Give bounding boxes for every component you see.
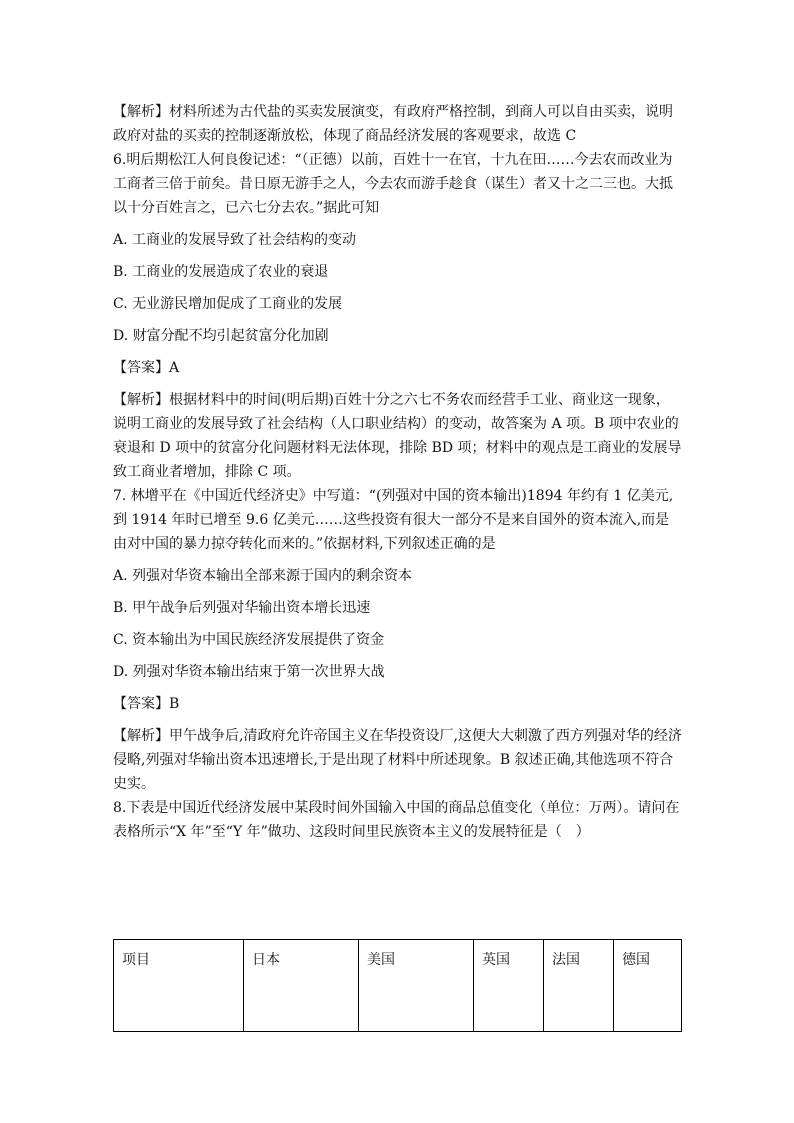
document-body (113, 100, 683, 844)
question-7-stem: 7. 林增平在《中国近代经济史》中写道：“(列强对中国的资本输出)1894 年约有 1 亿美元,到 1914 年时已增至 9.6 亿美元……这些投资有很大一部分不是来自国外的资本流入,而是由对中国的暴力掠夺转化而来的。”依据材料,下列叙述正确的是 (113, 488, 674, 552)
table-header-cell: 美国 (359, 940, 474, 1032)
q6-answer: 【答案】A (113, 360, 180, 376)
q6-option-d: D. 财富分配不均引起贫富分化加剧 (113, 328, 329, 344)
q7-option-a: A. 列强对华资本输出全部来源于国内的剩余资本 (113, 568, 413, 584)
table-header-cell: 英国 (474, 940, 544, 1032)
table-header-cell: 德国 (614, 940, 682, 1032)
q7-option-d: D. 列强对华资本输出结束于第一次世界大战 (113, 664, 385, 680)
q6-option-b: B. 工商业的发展造成了农业的衰退 (113, 264, 329, 280)
analysis-q5: 【解析】材料所述为古代盐的买卖发展演变，有政府严格控制，到商人可以自由买卖，说明政府对盐的买卖的控制逐渐放松，体现了商品经济发展的客观要求，故选 C (113, 104, 673, 144)
q6-option-a: A. 工商业的发展导致了社会结构的变动 (113, 232, 357, 248)
table-header-cell: 法国 (544, 940, 614, 1032)
q7-option-c: C. 资本输出为中国民族经济发展提供了资金 (113, 632, 385, 648)
table-header-cell: 日本 (244, 940, 359, 1032)
q7-analysis: 【解析】甲午战争后,清政府允许帝国主义在华投资设厂,这便大大刺激了西方列强对华的经济侵略,列强对华输出资本迅速增长,于是出现了材料中所述现象。B 叙述正确,其他选项不符合史实。 (113, 728, 682, 792)
q6-analysis: 【解析】根据材料中的时间(明后期)百姓十分之六七不务农而经营手工业、商业这一现象，说明工商业的发展导致了社会结构（人口职业结构）的变动，故答案为 A 项。B 项中农业的衰退和 D 项中的贫富分化问题材料无法体现，排除 BD 项；材料中的观点是工商业的发展导致工商业者增加，排除 C 项。 (113, 392, 682, 480)
q7-option-b: B. 甲午战争后列强对华输出资本增长迅速 (113, 600, 371, 616)
table-header-cell: 项目 (114, 940, 244, 1032)
q6-option-c: C. 无业游民增加促成了工商业的发展 (113, 296, 343, 312)
question-6-stem: 6.明后期松江人何良俊记述：“（正德）以前，百姓十一在官，十九在田……今去农而改业为工商者三倍于前矣。昔日原无游手之人，今去农而游手趁食（谋生）者又十之二三也。大抵以十分百姓言之，已六七分去农。”据此可知 (113, 152, 673, 216)
table-header-row (114, 940, 682, 1032)
import-value-table (113, 939, 682, 1032)
question-8-stem: 8.下表是中国近代经济发展中某段时间外国输入中国的商品总值变化（单位：万两）。请问在表格所示“X 年”至“Y 年”做功、这段时间里民族资本主义的发展特征是（ ） (113, 800, 680, 840)
q7-answer: 【答案】B (113, 696, 180, 712)
